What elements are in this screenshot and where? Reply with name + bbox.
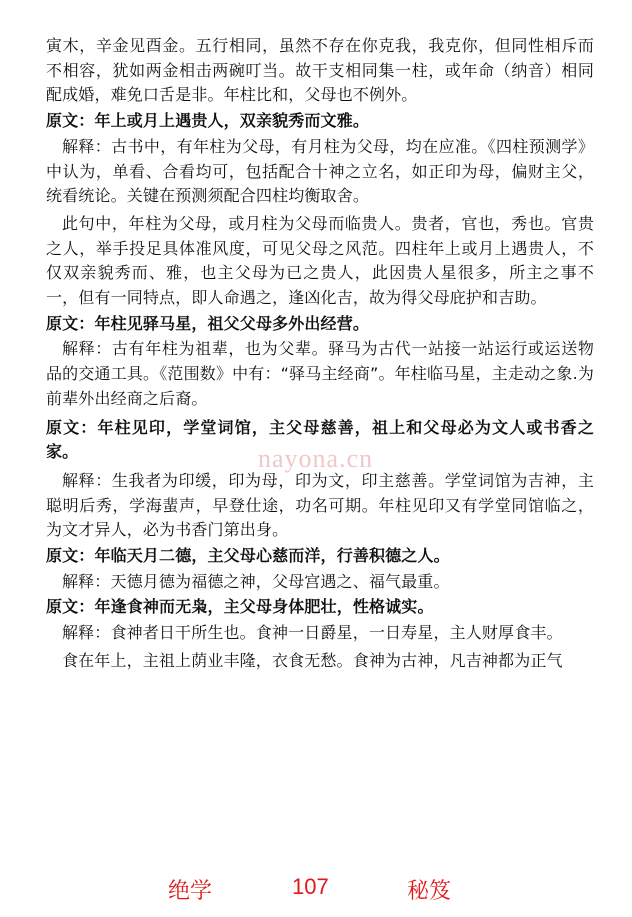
explanation-paragraph: 解释：古有年柱为祖辈，也为父辈。驿马为古代一站接一站运行或运送物品的交通工具。《范围数》中有：“驿马主经商”。年柱临马星，主走动之象.为前辈外出经商之后裔。 <box>46 339 594 408</box>
explanation-paragraph: 此句中，年柱为父母，或月柱为父母而临贵人。贵者，官也，秀也。官贵之人，举手投足具体准风度，可见父母之风范。四柱年上或月上遇贵人，不仅双亲貌秀而、雅，也主父母为已之贵人，此因贵人星很多，所主之事不一，但有一同特点，即人命遇之，逢凶化吉，故为得父母庇护和吉助。 <box>46 213 594 308</box>
body-paragraph: 寅木，辛金见酉金。五行相同，虽然不存在你克我，我克你，但同性相斥而不相容，犹如两金相击两碗叮当。故干支相同集一柱，或年命（纳音）相同配成婚，难免口舌是非。年柱比和，父母也不例外。 <box>46 36 594 105</box>
explanation-paragraph: 解释：古书中，有年柱为父母，有月柱为父母，均在应准。《四柱预测学》中认为，单看、合看均可，包括配合十神之立名，如正印为母，偏财主父，统看统论。关键在预测须配合四柱均衡取舍。 <box>46 136 594 206</box>
explanation-paragraph: 解释：生我者为印缓，印为母，印为文，印主慈善。学堂词馆为吉神，主聪明后秀，学海蜚声，早登仕途，功名可期。年柱见印又有学堂同馆临之，为文才异人，必为书香门第出身。 <box>46 470 594 540</box>
original-text-heading: 原文：年柱见印，学堂词馆，主父母慈善，祖上和父母必为文人或书香之家。 <box>46 417 594 462</box>
original-text-heading: 原文：年上或月上遇贵人，双亲貌秀而文雅。 <box>46 111 370 131</box>
footer-left-label: 绝学 <box>168 879 213 904</box>
page-number: 107 <box>292 874 329 899</box>
watermark: nayona.cn <box>258 444 374 473</box>
footer-right-label: 秘笈 <box>407 879 452 904</box>
page-body <box>46 34 594 674</box>
explanation-paragraph: 解释：天德月德为福德之神，父母宫遇之、福气最重。 <box>62 571 450 591</box>
explanation-paragraph: 食在年上，主祖上荫业丰隆，衣食无愁。食神为古神，凡吉神都为正气 <box>62 650 563 670</box>
explanation-paragraph: 解释：食神者日干所生也。食神一日爵星，一日寿星，主人财厚食丰。 <box>62 623 563 643</box>
original-text-heading: 原文：年柱见驿马星，祖父父母多外出经营。 <box>46 313 370 333</box>
original-text-heading: 原文：年临天月二德，主父母心慈而洋，行善积德之人。 <box>46 546 450 566</box>
original-text-heading: 原文：年逢食神而无枭，主父母身体肥壮，性格诚实。 <box>46 597 434 617</box>
